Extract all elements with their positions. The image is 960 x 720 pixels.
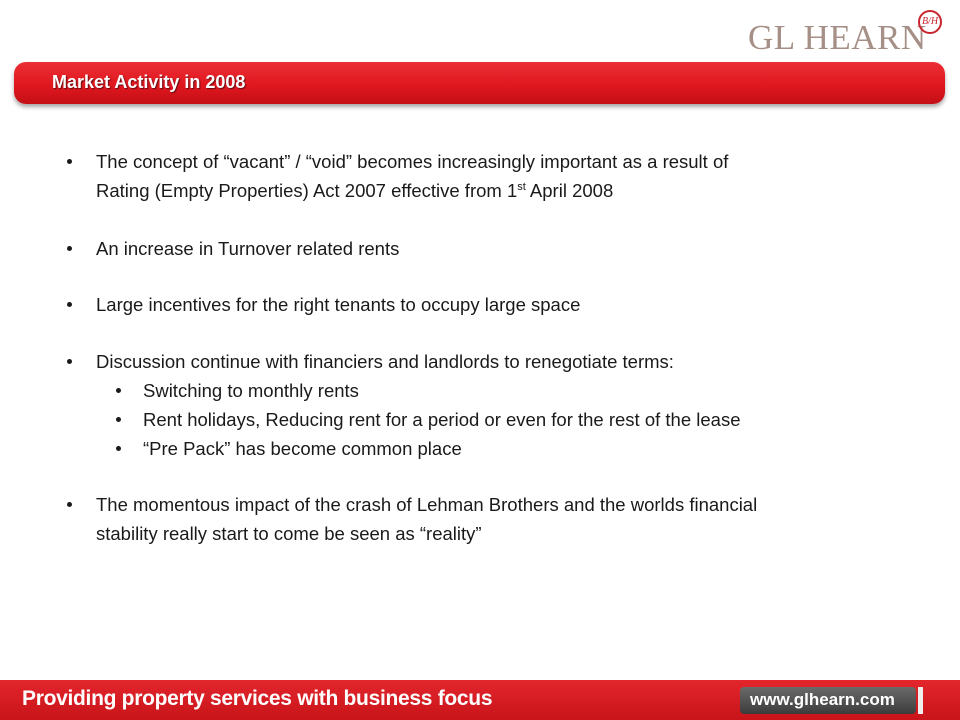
bullet-dot-icon	[67, 502, 72, 507]
sub-bullet-text: “Pre Pack” has become common place	[143, 438, 462, 459]
sub-bullet-text: Switching to monthly rents	[143, 380, 359, 401]
bullet-text: An increase in Turnover related rents	[96, 238, 400, 259]
bullet-dot-icon	[116, 446, 121, 451]
sub-bullet-text: Rent holidays, Reducing rent for a period or even for the rest of the lease	[143, 409, 741, 430]
bullet-text-continued: Rating (Empty Properties) Act 2007 effective from 1st April 2008	[96, 180, 614, 201]
ordinal-superscript: st	[517, 180, 526, 193]
bullet-dot-icon	[116, 417, 121, 422]
bullet-dot-icon	[116, 388, 121, 393]
bullet-dot-icon	[67, 159, 72, 164]
bullet-item	[96, 147, 916, 205]
bullet-item	[96, 290, 916, 319]
website-badge[interactable]	[740, 687, 916, 714]
logo-seal-icon: B/H	[918, 10, 942, 34]
footer-divider	[918, 687, 923, 714]
bullet-item	[96, 234, 916, 263]
bullet-text: Discussion continue with financiers and landlords to renegotiate terms:	[96, 351, 674, 372]
sub-bullet-item	[143, 434, 923, 463]
bullet-text-continued: stability really start to come be seen as “reality”	[96, 523, 482, 544]
bullet-text: The momentous impact of the crash of Lehman Brothers and the worlds financial	[96, 494, 758, 515]
bullet-dot-icon	[67, 359, 72, 364]
bullet-dot-icon	[67, 302, 72, 307]
bullet-item	[96, 347, 916, 376]
footer-tagline: Providing property services with business focus	[22, 687, 493, 710]
bullet-dot-icon	[67, 246, 72, 251]
website-link[interactable]: www.glhearn.com	[750, 690, 895, 709]
sub-bullet-item	[143, 376, 923, 405]
sub-bullet-item	[143, 405, 923, 434]
bullet-item	[96, 490, 916, 548]
bullet-text: Large incentives for the right tenants to occupy large space	[96, 294, 581, 315]
bullet-text: The concept of “vacant” / “void” becomes increasingly important as a result of	[96, 151, 729, 172]
slide-title: Market Activity in 2008	[52, 72, 246, 92]
logo-wordmark: GL HEARN	[748, 18, 927, 57]
footer-bar	[0, 680, 960, 720]
